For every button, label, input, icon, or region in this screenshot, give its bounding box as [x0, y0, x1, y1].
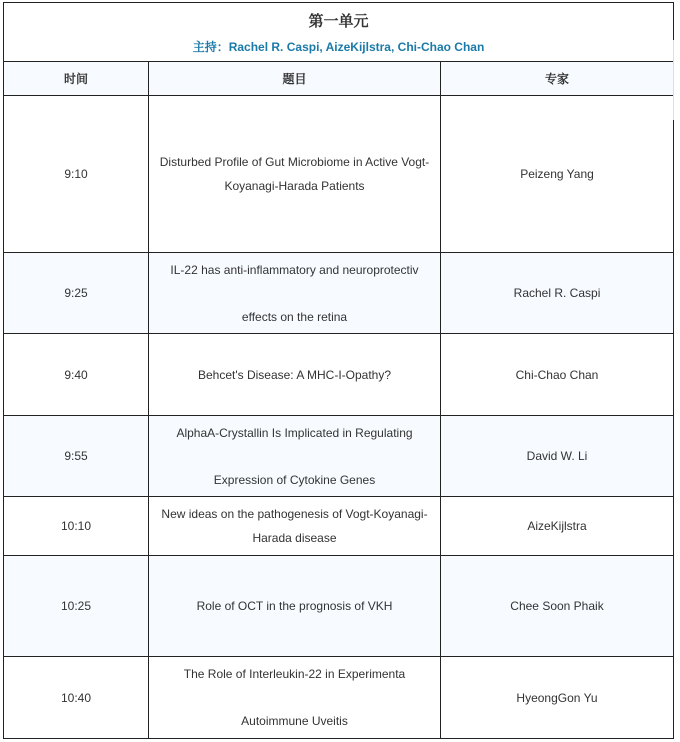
- table-row: [4, 556, 674, 657]
- table-row: [4, 96, 674, 253]
- title-cell: [149, 253, 441, 334]
- title-line: Harada disease: [252, 531, 337, 545]
- title-cell: [149, 334, 441, 416]
- title-cell: [149, 556, 441, 657]
- speaker-cell: Chee Soon Phaik: [441, 556, 674, 657]
- column-header-title: 题目: [149, 62, 441, 96]
- title-cell: [149, 96, 441, 253]
- speaker-cell: Peizeng Yang: [441, 96, 674, 253]
- time-cell: 10:25: [4, 556, 149, 657]
- table-row: [4, 334, 674, 416]
- title-line: Role of OCT in the prognosis of VKH: [196, 599, 393, 613]
- title-cell: [149, 416, 441, 497]
- time-cell: 9:55: [4, 416, 149, 497]
- column-header-speaker: 专家: [441, 62, 674, 96]
- table-row: [4, 657, 674, 739]
- title-line: Disturbed Profile of Gut Microbiome in Active Vogt-: [159, 155, 430, 169]
- title-line: New ideas on the pathogenesis of Vogt-Koyanagi-: [161, 507, 428, 521]
- time-cell: 9:25: [4, 253, 149, 334]
- time-cell: 10:10: [4, 497, 149, 556]
- table-row: [4, 497, 674, 556]
- scrollbar[interactable]: [673, 40, 680, 120]
- session-title: 第一单元: [308, 12, 369, 30]
- table-row: [4, 253, 674, 334]
- title-line: Koyanagi-Harada Patients: [224, 179, 365, 193]
- speaker-cell: Rachel R. Caspi: [441, 253, 674, 334]
- time-cell: 9:40: [4, 334, 149, 416]
- time-cell: 10:40: [4, 657, 149, 739]
- session-chair: 主持：Rachel R. Caspi, AizeKijlstra, Chi-Chao Chan: [192, 39, 485, 54]
- time-cell: 9:10: [4, 96, 149, 253]
- title-line: Behcet's Disease: A MHC-I-Opathy?: [197, 367, 392, 382]
- column-header-time: 时间: [4, 62, 149, 96]
- title-cell: [149, 497, 441, 556]
- session-header: [4, 3, 674, 62]
- speaker-cell: HyeongGon Yu: [441, 657, 674, 739]
- title-line: effects on the retina: [241, 309, 348, 324]
- title-cell: [149, 657, 441, 739]
- table-header-row: [4, 62, 674, 96]
- title-line: Autoimmune Uveitis: [241, 714, 348, 728]
- title-line: The Role of Interleukin-22 in Experimenta: [183, 667, 406, 681]
- schedule-table: [3, 2, 674, 739]
- table-row: [4, 416, 674, 497]
- speaker-cell: AizeKijlstra: [441, 497, 674, 556]
- title-line: AlphaA-Crystallin Is Implicated in Regulating: [176, 425, 413, 440]
- title-line: IL-22 has anti-inflammatory and neuroprotectiv: [170, 262, 419, 277]
- speaker-cell: Chi-Chao Chan: [441, 334, 674, 416]
- title-line: Expression of Cytokine Genes: [213, 472, 376, 487]
- speaker-cell: David W. Li: [441, 416, 674, 497]
